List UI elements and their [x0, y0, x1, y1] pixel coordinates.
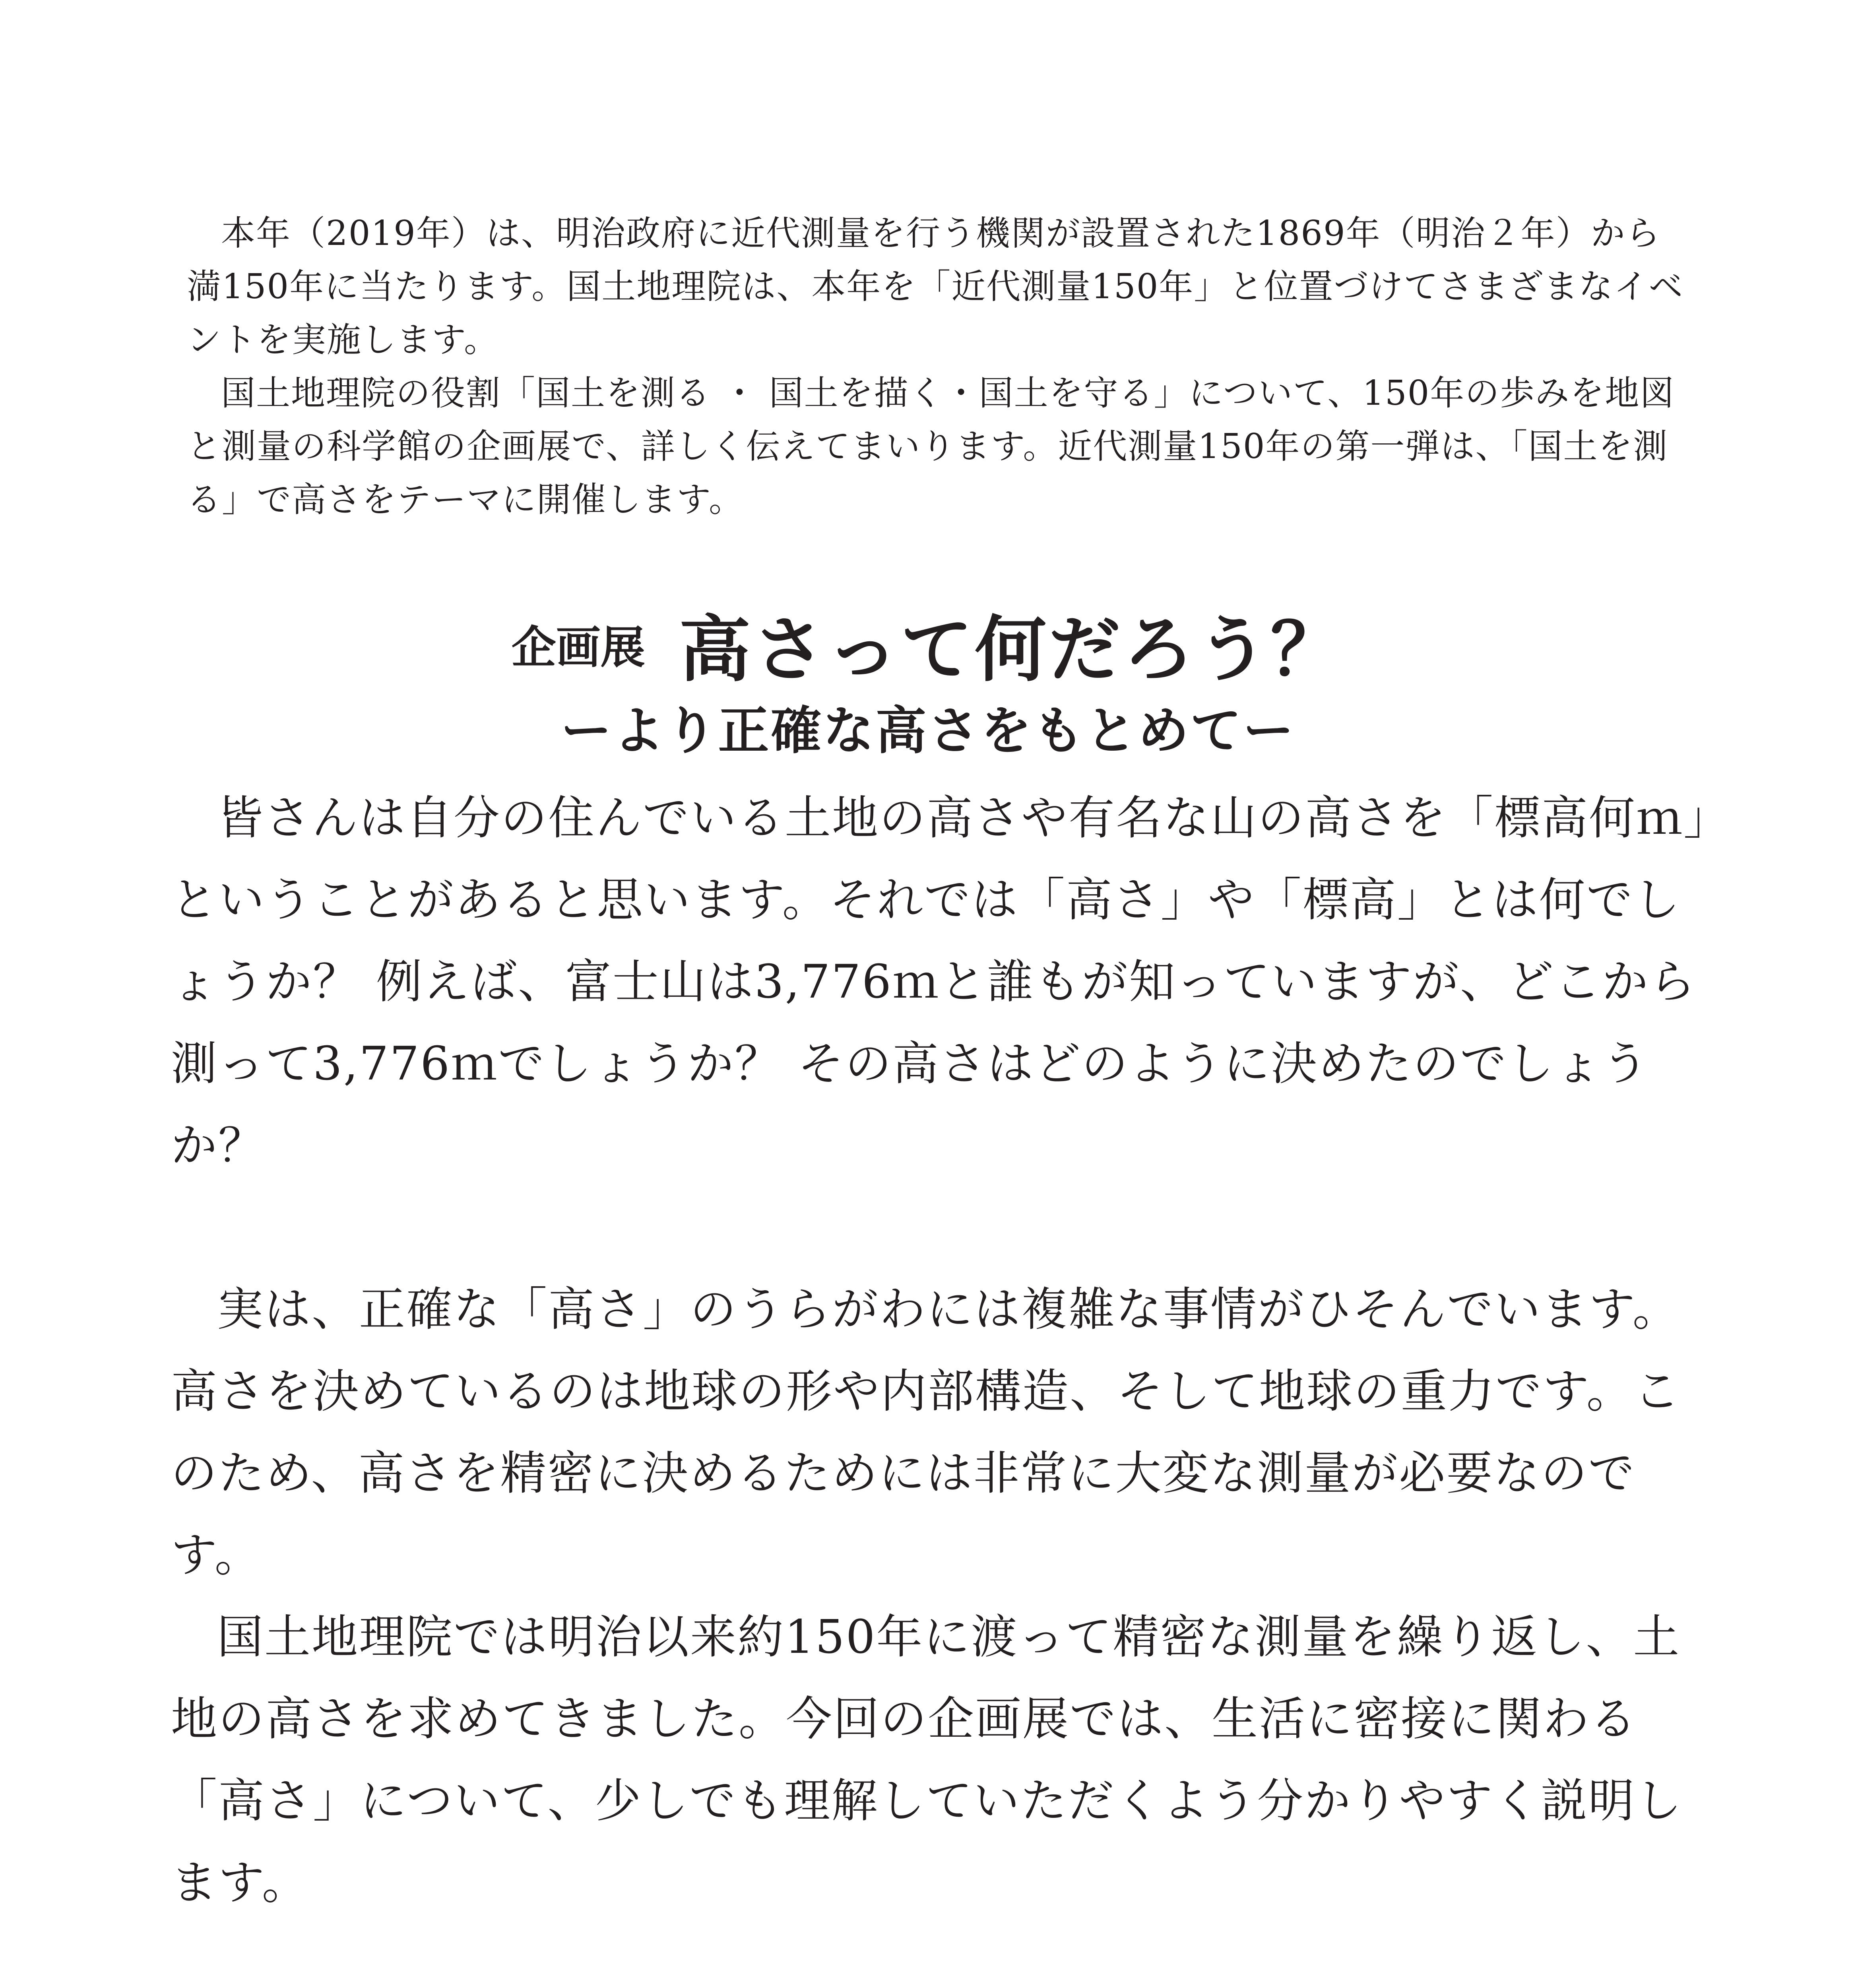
exhibition-title — [0, 592, 1856, 691]
body-paragraph: 皆さんは自分の住んでいる土地の高さや有名な山の高さを「標高何ｍ」ということがあると思います。それでは「高さ」や「標高」とは何でしょうか？ 例えば、富士山は3,776ｍと誰もが知っていますが、どこから測って3,776ｍでしょうか？ その高さはどのように決めたのでしょうか？ — [171, 791, 1708, 1173]
intro-paragraph: 本年（2019年）は、明治政府に近代測量を行う機関が設置された1869年（明治２年）から満150年に当たります。国土地理院は、本年を「近代測量150年」と位置づけてさまざまなイベントを実施します。 — [187, 214, 1684, 360]
body-paragraph: 実は、正確な「高さ」のうらがわには複雑な事情がひそんでいます。高さを決めているのは地球の形や内部構造、そして地球の重力です。このため、高さを精密に決めるためには非常に大変な測量が必要なのです。 — [171, 1283, 1681, 1582]
intro-paragraph: 国土地理院の役割「国土を測る ・ 国土を描く・国土を守る」について、150年の歩みを地図と測量の科学館の企画展で、詳しく伝えてまいります。近代測量150年の第一弾は、「国土を測る」で高さをテーマに開催します。 — [187, 373, 1675, 520]
paragraph-spacer — [171, 1924, 1709, 1988]
title-label: 企画展 — [511, 621, 645, 674]
body-section — [171, 777, 1709, 1988]
title-main: 高さって何だろう？ — [679, 608, 1345, 691]
exhibition-subtitle: ーより正確な高さをもとめてー — [560, 701, 1296, 761]
paragraph-spacer — [171, 1187, 1709, 1269]
body-paragraph: 国土地理院では明治以来約150年に渡って精密な測量を繰り返し、土地の高さを求めてきました。今回の企画展では、生活に密接に関わる「高さ」について、少しでも理解していただくよう分かりやすく説明します。 — [171, 1610, 1683, 1910]
intro-section — [187, 207, 1689, 526]
